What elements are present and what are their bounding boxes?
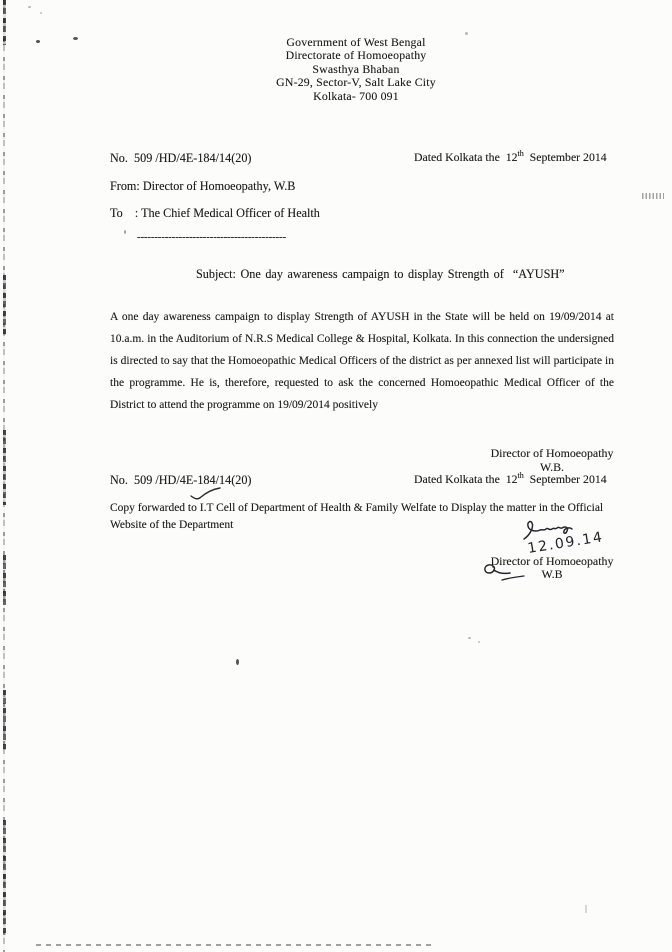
date-ordinal-suffix: th [517,149,524,159]
scan-edge-segment [3,820,6,935]
scan-speck [40,12,42,14]
scan-edge-segment [3,555,6,605]
date-text: Dated Kolkata the 12 [414,472,518,486]
date-ordinal-suffix: th [517,471,524,481]
scan-edge-segment [3,690,6,750]
divider-dashes: ------------------------------------------- [137,231,286,243]
letterhead [40,36,672,103]
scan-edge-segment [3,275,6,335]
handwritten-initials [480,560,528,584]
scan-speck [468,637,471,639]
scan-speck [28,6,31,8]
scan-speck [585,905,587,913]
handwritten-date: 12.09.14 [526,529,605,557]
signatory-title: Director of Homoeopathy [490,446,614,460]
body-paragraph: A one day awareness campaign to display Strength of AYUSH in the State will be held on 19/09/2014 at 10.a.m. in the Auditorium of N.R.S Medical College & Hospital, Kolkata. In this connection the undersigned is directed to say that the Homoeopathic Medical Officers of the district as per annexed list will participate in the programme. He is, therefore, requested to ask the concerned Homoeopathic Medical Officer of the District to attend the programme on 19/09/2014 positively [110,311,614,411]
scan-edge-segment [3,0,6,45]
reference-number: No. 509 /HD/4E-184/14(20) [110,151,252,165]
reference-date [414,150,607,165]
from-line: From: Director of Homoeopathy, W.B [110,179,296,193]
signatory-region: W.B [541,566,563,581]
subject-line: Subject: One day awareness campaign to display Strength of “AYUSH” [196,267,565,281]
scan-speck [124,230,126,234]
scan-bottom-edge-line [36,944,436,946]
scan-speck [236,659,239,665]
signature-block-primary [480,447,624,474]
scan-edge-segment [3,430,6,505]
date-text: September 2014 [523,472,607,486]
letterhead-line: Kolkata- 700 091 [313,88,399,103]
to-line: To : The Chief Medical Officer of Health [110,206,320,220]
letterhead-line: Directorate of Homoeopathy [285,48,427,63]
date-text: September 2014 [523,150,607,164]
reference-date [414,472,607,487]
scan-speck [465,32,468,35]
date-text: Dated Kolkata the 12 [414,150,518,164]
scan-smudge [642,193,664,199]
letterhead-line: Government of West Bengal [286,35,426,49]
copy-forwarded-note: Copy forwarded to I.T Cell of Department of Health & Family Welfate to Display the matter in the Official Website of the Department [110,502,604,531]
scan-speck [478,641,480,643]
letterhead-line: Swasthya Bhaban [312,61,400,76]
letterhead-line: GN-29, Sector-V, Salt Lake City [276,75,436,90]
signatory-title: Director of Homoeopathy [490,554,614,568]
reference-number: No. 509 /HD/4E-184/14(20) [110,473,252,487]
signatory-region: W.B. [539,459,564,474]
